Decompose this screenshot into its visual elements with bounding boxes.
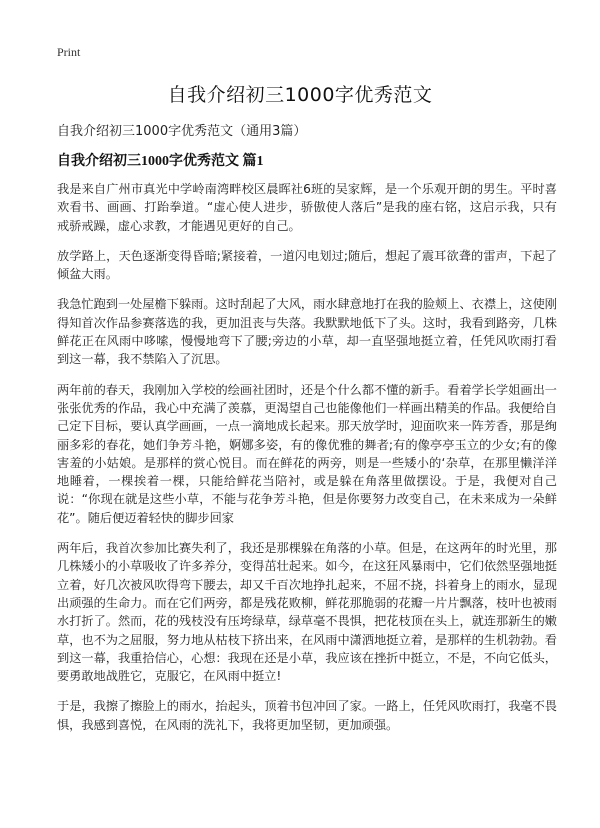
print-label: Print bbox=[57, 45, 81, 59]
document-subtitle: 自我介绍初三1000字优秀范文（通用3篇） bbox=[57, 124, 307, 139]
article-body bbox=[57, 180, 557, 746]
paragraph: 于是，我擦了擦脸上的雨水，抬起头，顶着书包冲回了家。一路上，任凭风吹雨打，我毫不畏惧，我感到喜悦，在风雨的洗礼下，我将更加坚韧，更加顽强。 bbox=[57, 699, 557, 732]
paragraph: 放学路上，天色逐渐变得昏暗;紧接着，一道闪电划过;随后，想起了震耳欲聋的雷声，下起了倾盆大雨。 bbox=[57, 248, 557, 282]
section-heading: 自我介绍初三1000字优秀范文 篇1 bbox=[57, 154, 264, 169]
document-title: 自我介绍初三1000字优秀范文 bbox=[167, 84, 433, 106]
paragraph: 两年后，我首次参加比赛失利了，我还是那棵躲在角落的小草。但是，在这两年的时光里，那几株矮小的小草吸收了许多养分，变得茁壮起来。如今，在这狂风暴雨中，它们依然坚强地挺立着，好几次被风吹得弯下腰去，却又千百次地挣扎起来，不屈不挠，抖着身上的雨水，显现出顽强的生命力。而在它们两旁，都是残花败柳，鲜花那脆弱的花瓣一片片飘落，枝叶也被雨水打折了。然而，花的残枝没有压垮绿草，绿草毫不畏惧，把花枝顶在头上，就连那新生的嫩草，也不为之屈服，努力地从枯枝下挤出来，在风雨中潇洒地挺立着，是那样的生机勃勃。看到这一幕，我重拾信心，心想：我现在还是小草，我应该在挫折中挺立，不是，不向它低头，要勇敢地战胜它，克服它，在风雨中挺立! bbox=[57, 541, 557, 684]
paragraph: 我急忙跑到一处屋檐下躲雨。这时刮起了大风，雨水肆意地打在我的脸颊上、衣襟上，这使刚得知首次作品参赛落选的我，更加沮丧与失落。我默默地低下了头。这时，我看到路旁，几株鲜花正在风雨中哆嗦，慢慢地弯下了腰;旁边的小草，却一直坚强地挺立着，任凭风吹雨打看到这一幕，我不禁陷入了沉思。 bbox=[57, 297, 557, 367]
paragraph: 两年前的春天，我刚加入学校的绘画社团时，还是个什么都不懂的新手。看着学长学姐画出一张张优秀的作品，我心中充满了羡慕，更渴望自己也能像他们一样画出精美的作品。我便给自己定下目标，要认真学画画，一点一滴地成长起来。那天放学时，迎面吹来一阵芳香，那是绚丽多彩的春花，她们争芳斗艳，婀娜多姿，有的像优雅的舞者;有的像亭亭玉立的少女;有的像害羞的小姑娘。是那样的赏心悦目。而在鲜花的两旁，则是一些矮小的‘杂草，在那里懒洋洋地睡着，一棵挨着一棵，只能给鲜花当陪衬，或是躲在角落里做摆设。于是，我便对自己说：“你现在就是这些小草，不能与花争芳斗艳，但是你要努力改变自己，在未来成为一朵鲜花”。随后便迈着轻快的脚步回家 bbox=[57, 382, 557, 525]
paragraph: 我是来自广州市真光中学岭南湾畔校区晨晖社6班的吴家辉，是一个乐观开朗的男生。平时喜欢看书、画画、打跆拳道。“虚心使人进步，骄傲使人落后”是我的座右铭，这启示我，只有戒骄戒躁，虚心求教，才能遇见更好的自己。 bbox=[57, 182, 557, 233]
